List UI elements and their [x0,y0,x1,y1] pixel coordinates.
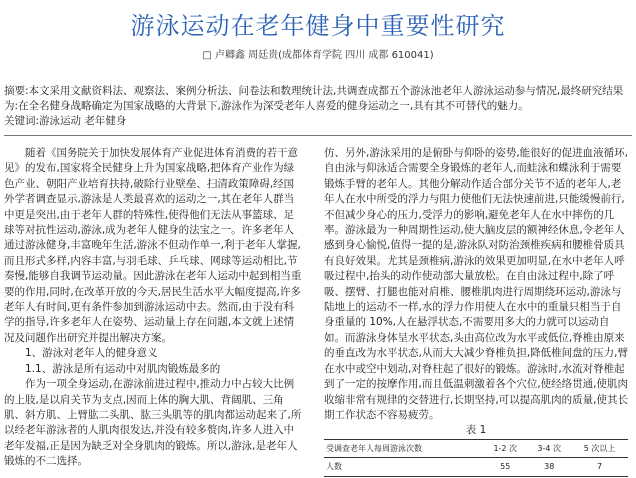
swim-frequency-table [324,439,628,477]
abstract-text: 摘要:本文采用文献资料法、观察法、案例分析法、问卷法和数理统计法,共调查成都五个游泳池老年人游泳运动参与情况,最终研究结果为:在全名健身战略确定为国家战略的大背景下,游泳作为深受老年人喜爱的健身运动之一,具有其不可替代的魅力。 [4,85,624,112]
abstract-block [4,84,632,129]
table-cell: 55 [500,462,511,472]
right-column [324,146,628,477]
table-row [324,458,628,476]
intro-paragraph: 随着《国务院关于加快发展体育产业促进体育消费的若干意见》的发布,国家将全民健身上升为国家战略,把体育产业作为绿色产业、朝阳产业培育扶持,破除行业壁垒、扫清政策障碍,经国外学者调查显示,游泳是人类最喜欢的运动之一,其在老年人群当中更是突出,由于老年人群的特殊性,使得他们无法从事篮球、足球等对抗性运动,游泳,成为老年人健身的法宝之一。许多老年人通过游泳健身,丰富晚年生活,游泳不但动作单一,利于老年人掌握,而且形式多样,内容丰富,与羽毛球、乒乓球、网球等运动相比,节奏慢,能够自我调节运动量。因此游泳在老年人运动中起到相当重要的作用,同时,在改革开放的今天,居民生活水平大幅度提高,许多老年人有时间,更有条件参加到游泳运动中去。然而,由于没有科学的指导,许多老年人在姿势、运动量上存在问题,本文就上述情况及问题作出研究并提出解决方案。 [4,147,302,344]
table-header-cell: 3-4 次 [537,443,562,453]
table-row-label: 人数 [326,462,342,472]
left-column [4,146,304,470]
keywords: 关键词:游泳运动 老年健身 [4,115,127,127]
table-header-cell: 5 次以上 [583,443,616,453]
body-paragraph-continued: 仿、另外,游泳采用的是俯卧与仰卧的姿势,能很好的促进血液循环,自由泳与仰泳适合需要全身锻炼的老年人,而蛙泳和蝶泳利于需要锻炼手臂的老年人。其他分解动作适合部分关节不适的老年人,老年人在水中所受的浮力与阻力使他们无法快速前进,只能缓慢前行,不但减少身心的压力,受浮力的影响,避免老年人在水中摔伤的几率。游泳最为一种周期性运动,使大脑皮层的额神经休息,令老年人感到身心愉悦,值得一提的是,游泳队对防治颈椎疾病和腰椎骨质具有良好效果。尤其是颈椎病,游泳的效果更加明显,在水中老年人呼吸过程中,抬头的动作使动部大量放松。在自由泳过程中,除了呼吸、摆臂、打腿也能对肩椎、腰椎肌肉进行周期绕环运动,游泳与陆地上的运动不一样,水的浮力作用使人在水中的重量只相当于自身重量的 10%,人在悬浮状态,不需要用多大的力就可以运动自如。而游泳身体呈水平状态,头由高位改为水平或低位,脊椎由原来的垂直改为水平状态,从而大大减少脊椎负担,降低椎间盘的压力,臂在水中或空中划动,对脊柱起了很好的锻炼。游泳时,水流对脊椎起到了一定的按摩作用,而且低温刺激着各个穴位,使经络贯通,使肌肉收缩非常有规律的交替进行,长期坚持,可以提高肌肉的质量,使其长期工作状态不容易疲劳。 [324,147,629,421]
table-header-cell: 受调查老年人每周游泳次数 [326,443,422,453]
paper-title: 游泳运动在老年健身中重要性研究 [130,12,506,40]
table-caption: 表 1 [465,424,487,437]
table-cell: 38 [544,462,555,472]
section-heading-1: 1、游泳对老年人的健身意义 [25,347,158,360]
table-header-row [324,439,628,457]
section-divider [4,135,632,136]
body-paragraph: 作为一项全身运动,在游泳前进过程中,推动力中占较大比例的上肢,是以肩关节为支点,因而上体的胸大肌、背阔肌、三角肌、斜方肌、上臂肱二头肌、肱三头肌等的肌肉都运动起来了,所以经老年游泳者的人肌肉很发达,并没有较多赘肉,许多人进入中老年发福,正是因为缺乏对全身肌肉的锻炼。所以,游泳,是老年人锻炼的不二选择。 [4,378,302,468]
author-byline: □ 卢卿鑫 周廷贵(成都体育学院 四川 成都 610041) [202,50,434,61]
subsection-heading-1-1: 1.1、游泳是所有运动中对肌肉锻炼最多的 [25,362,221,375]
table-cell: 7 [597,462,603,472]
table-header-cell: 1-2 次 [493,443,518,453]
